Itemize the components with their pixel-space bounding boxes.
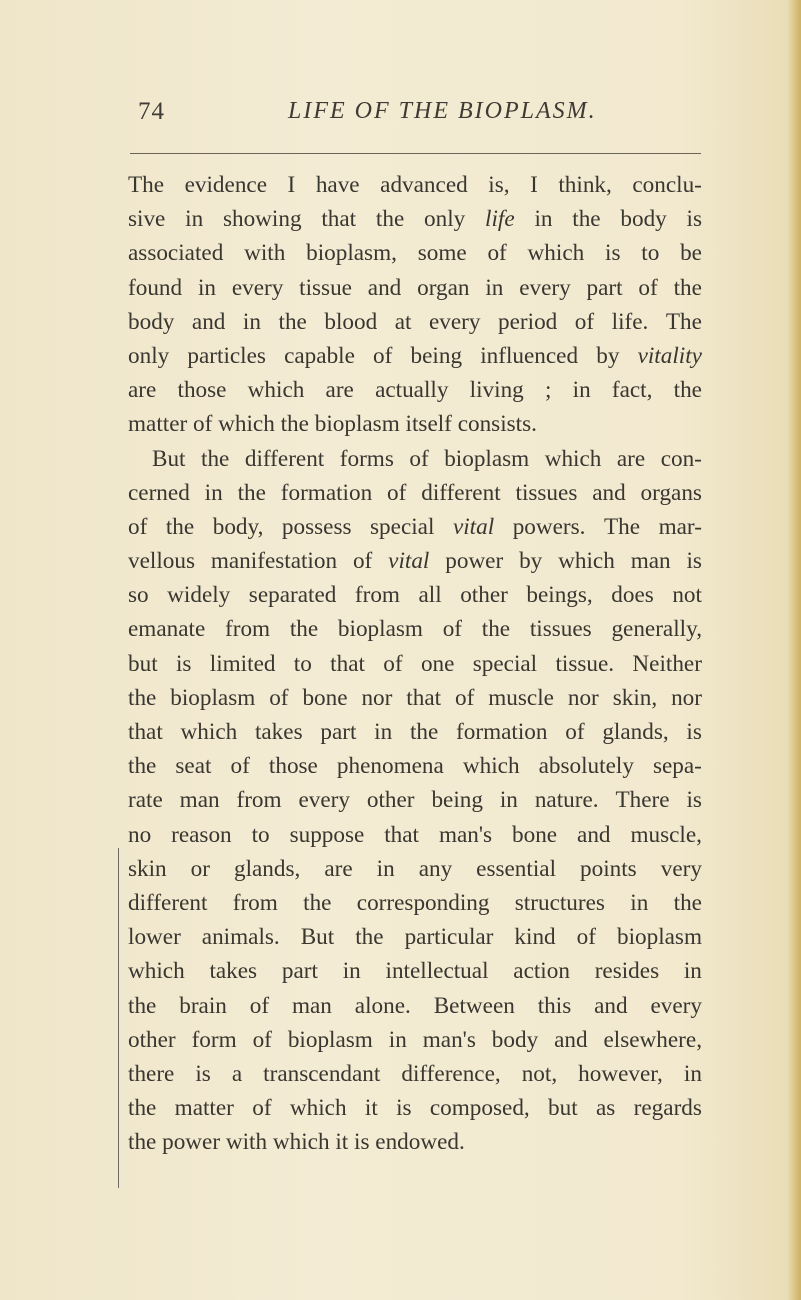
text-line: the matter of which it is composed, but as regards — [128, 1095, 702, 1122]
text-line: vellous manifestation of vital power by which man is — [128, 548, 702, 575]
marginal-pencil-bracket — [118, 848, 119, 1188]
page-edge — [787, 0, 801, 1300]
text-line: which takes part in intellectual action resides in — [128, 958, 702, 985]
text-line: But the different forms of bioplasm which are con- — [152, 445, 702, 472]
text-line: rate man from every other being in nature. There is — [128, 787, 702, 814]
text-line: there is a transcendant difference, not, however, in — [128, 1060, 702, 1087]
text-line: are those which are actually living ; in fact, the — [128, 377, 702, 404]
page-header — [138, 98, 698, 138]
header-rule — [130, 153, 701, 154]
text-line: associated with bioplasm, some of which is to be — [128, 240, 702, 267]
text-line: other form of bioplasm in man's body and elsewhere, — [128, 1026, 702, 1053]
text-line: cerned in the formation of different tissues and organs — [128, 479, 702, 506]
text-line: body and in the blood at every period of life. The — [128, 308, 702, 335]
text-line: skin or glands, are in any essential points very — [128, 855, 702, 882]
text-line: sive in showing that the only life in the body is — [128, 206, 702, 233]
text-line: The evidence I have advanced is, I think, conclu- — [128, 172, 702, 198]
text-line: the brain of man alone. Between this and every — [128, 992, 702, 1019]
text-line: lower animals. But the particular kind of bioplasm — [128, 924, 702, 951]
text-line: but is limited to that of one special tissue. Neither — [128, 650, 702, 677]
text-line: emanate from the bioplasm of the tissues generally, — [128, 616, 702, 643]
text-line: so widely separated from all other beings, does not — [128, 582, 702, 609]
text-line: matter of which the bioplasm itself consists. — [128, 411, 537, 438]
text-line: the seat of those phenomena which absolutely sepa- — [128, 753, 702, 780]
page-number: 74 — [138, 98, 165, 125]
text-line: no reason to suppose that man's bone and muscle, — [128, 821, 702, 848]
text-line: the bioplasm of bone nor that of muscle nor skin, nor — [128, 684, 702, 711]
text-line: the power with which it is endowed. — [128, 1129, 465, 1156]
text-line: different from the corresponding structures in the — [128, 889, 702, 916]
text-line: of the body, possess special vital powers. The mar- — [128, 513, 702, 540]
text-line: found in every tissue and organ in every part of the — [128, 274, 702, 301]
body-text — [128, 168, 702, 1159]
text-line: that which takes part in the formation of glands, is — [128, 719, 702, 745]
text-line: only particles capable of being influenced by vitality — [128, 342, 702, 369]
running-title: LIFE OF THE BIOPLASM. — [288, 98, 597, 124]
